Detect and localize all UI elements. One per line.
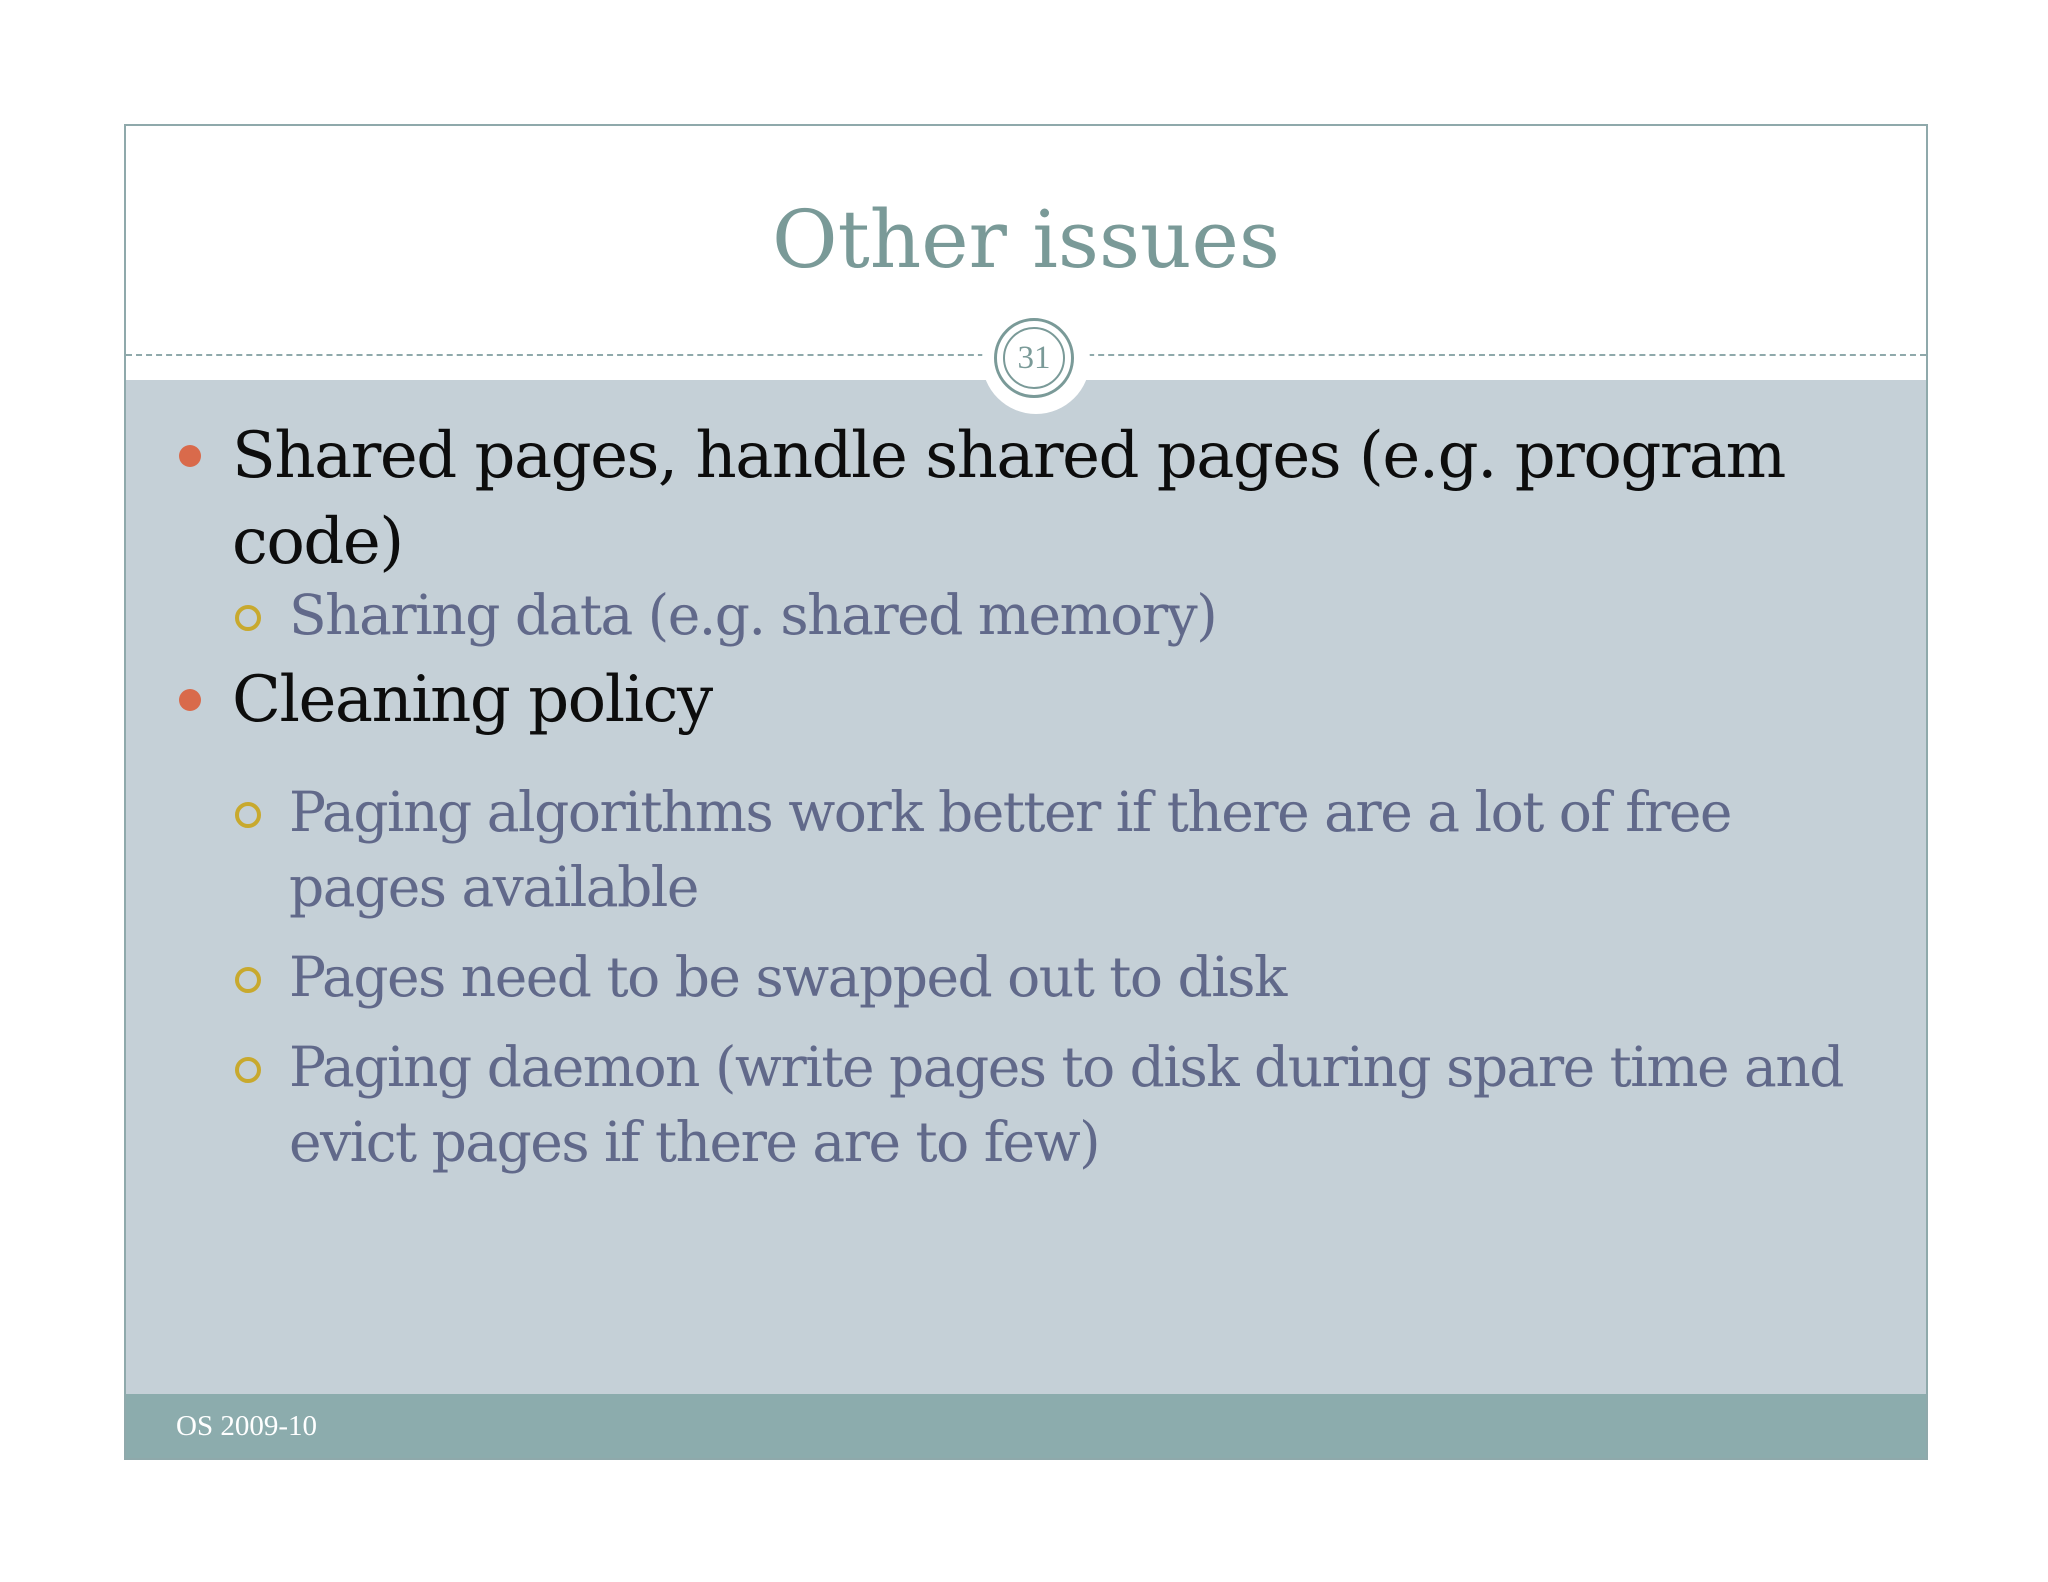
sub-bullet-item bbox=[289, 940, 1889, 1015]
bullet-text: Cleaning policy bbox=[232, 663, 712, 737]
circle-bullet-icon bbox=[235, 967, 261, 993]
sub-bullet-text: Paging algorithms work better if there are a lot of free pages available bbox=[289, 780, 1731, 919]
bullet-item bbox=[232, 657, 1912, 743]
bullet-text: Shared pages, handle shared pages (e.g. program code) bbox=[232, 419, 1785, 579]
slide bbox=[124, 124, 1928, 1460]
sub-bullet-item bbox=[289, 578, 1889, 653]
content-area bbox=[126, 380, 1926, 1396]
page-number: 31 bbox=[1003, 327, 1065, 389]
sub-bullet-text: Pages need to be swapped out to disk bbox=[289, 945, 1286, 1009]
circle-bullet-icon bbox=[235, 605, 261, 631]
bullet-item bbox=[232, 413, 1912, 585]
sub-bullet-item bbox=[289, 775, 1889, 925]
sub-bullet-text: Sharing data (e.g. shared memory) bbox=[289, 583, 1217, 647]
page-number-badge bbox=[982, 306, 1090, 414]
footer-bar bbox=[126, 1394, 1926, 1458]
footer-text: OS 2009-10 bbox=[176, 1410, 317, 1442]
bullet-dot-icon bbox=[179, 689, 201, 711]
slide-title: Other issues bbox=[772, 193, 1280, 286]
circle-bullet-icon bbox=[235, 1057, 261, 1083]
bullet-dot-icon bbox=[179, 445, 201, 467]
sub-bullet-item bbox=[289, 1030, 1889, 1180]
circle-bullet-icon bbox=[235, 802, 261, 828]
sub-bullet-text: Paging daemon (write pages to disk during spare time and evict pages if there are to few) bbox=[289, 1035, 1843, 1174]
page-number-ring bbox=[994, 318, 1074, 398]
